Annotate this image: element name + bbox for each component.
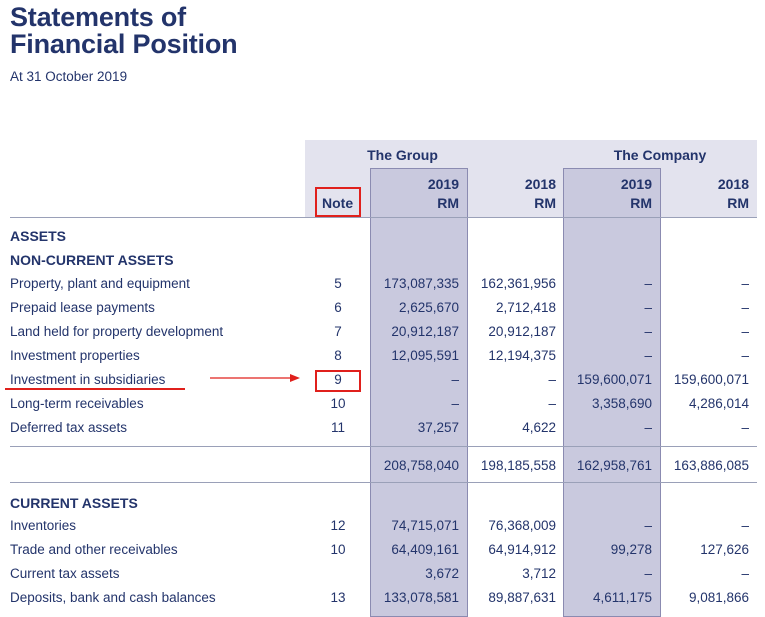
table-row (0, 396, 765, 420)
row-note: 10 (330, 396, 346, 411)
row-label: Trade and other receivables (10, 542, 178, 557)
cell-group-2018: 12,194,375 (488, 348, 556, 363)
cell-company-2018: – (741, 300, 749, 315)
row-note: 5 (334, 276, 342, 291)
cell-company-2018: – (741, 324, 749, 339)
cell-group-2019: 37,257 (417, 420, 459, 435)
row-label: Property, plant and equipment (10, 276, 190, 291)
cell-group-2018: – (548, 372, 556, 387)
row-note: 7 (334, 324, 342, 339)
group-header: The Group (367, 147, 438, 163)
cell-company-2018: – (741, 276, 749, 291)
cell-company-2018: – (741, 518, 749, 533)
cell-group-2019: 3,672 (425, 566, 459, 581)
row-note: 11 (330, 420, 345, 435)
row-note: 13 (330, 590, 346, 605)
cell-group-2019: – (451, 396, 459, 411)
note-column-header: Note (322, 195, 354, 211)
currency-label: RM (727, 195, 749, 211)
note-9-highlight-box (315, 370, 361, 392)
cell-group-2018: 89,887,631 (488, 590, 556, 605)
total-group-2019: 208,758,040 (383, 458, 459, 473)
cell-company-2019: 159,600,071 (576, 372, 652, 387)
cell-group-2018: 76,368,009 (488, 518, 556, 533)
cell-company-2019: – (644, 420, 652, 435)
cell-company-2018: – (741, 566, 749, 581)
cell-company-2019: 4,611,175 (592, 590, 652, 605)
table-row (0, 372, 765, 396)
year-header-company-2018 (718, 175, 749, 213)
cell-group-2018: – (548, 396, 556, 411)
cell-company-2019: 99,278 (610, 542, 652, 557)
subtotal-row (0, 458, 765, 482)
title-line-2: Financial Position (10, 29, 238, 59)
table-row (0, 542, 765, 566)
cell-company-2019: – (644, 276, 652, 291)
cell-company-2019: – (644, 324, 652, 339)
total-group-2018: 198,185,558 (480, 458, 556, 473)
section-assets: ASSETS (10, 228, 67, 244)
cell-group-2019: 133,078,581 (383, 590, 459, 605)
cell-group-2018: 64,914,912 (488, 542, 556, 557)
cell-company-2018: 4,286,014 (688, 396, 749, 411)
cell-company-2019: – (644, 518, 652, 533)
cell-company-2019: 3,358,690 (591, 396, 652, 411)
cell-group-2018: 4,622 (522, 420, 556, 435)
cell-group-2019: 20,912,187 (391, 324, 459, 339)
row-label: Current tax assets (10, 566, 120, 581)
cell-group-2018: 20,912,187 (488, 324, 556, 339)
cell-company-2019: – (644, 348, 652, 363)
subsidiaries-underline-annotation (5, 388, 185, 390)
subtotal-divider-top (10, 446, 757, 447)
cell-company-2018: 9,081,866 (688, 590, 749, 605)
row-note: 8 (334, 348, 342, 363)
note-header-highlight-box (315, 187, 361, 217)
year-header-group-2018 (525, 175, 556, 213)
page-title (10, 4, 237, 58)
year-label: 2019 (427, 176, 459, 192)
total-company-2019: 162,958,761 (576, 458, 652, 473)
row-note: 9 (334, 372, 342, 387)
table-row (0, 518, 765, 542)
cell-group-2018: 162,361,956 (480, 276, 556, 291)
cell-company-2019: – (644, 566, 652, 581)
row-label: Investment in subsidiaries (10, 372, 166, 387)
currency-label: RM (630, 195, 652, 211)
cell-group-2019: – (451, 372, 459, 387)
year-header-company-2019 (621, 175, 652, 213)
row-label: Deposits, bank and cash balances (10, 590, 216, 605)
row-label: Deferred tax assets (10, 420, 128, 435)
title-line-1: Statements of (10, 2, 186, 32)
cell-group-2019: 64,409,161 (391, 542, 459, 557)
arrow-right-icon (210, 372, 300, 384)
cell-group-2019: 12,095,591 (391, 348, 459, 363)
row-label: Inventories (10, 518, 77, 533)
table-row (0, 590, 765, 614)
cell-group-2019: 74,715,071 (391, 518, 459, 533)
table-row (0, 324, 765, 348)
company-header: The Company (613, 147, 707, 163)
row-note: 6 (334, 300, 342, 315)
cell-company-2018: 127,626 (700, 542, 749, 557)
cell-group-2019: 173,087,335 (383, 276, 459, 291)
cell-company-2019: – (644, 300, 652, 315)
row-note: 10 (330, 542, 346, 557)
row-label: Long-term receivables (10, 396, 144, 411)
cell-group-2018: 2,712,418 (495, 300, 556, 315)
table-row (0, 348, 765, 372)
section-non-current-assets: NON-CURRENT ASSETS (10, 252, 174, 268)
cell-company-2018: 159,600,071 (673, 372, 749, 387)
row-label: Investment properties (10, 348, 140, 363)
row-label: Prepaid lease payments (10, 300, 155, 315)
cell-group-2019: 2,625,670 (398, 300, 459, 315)
currency-label: RM (534, 195, 556, 211)
statement-date: At 31 October 2019 (10, 69, 128, 84)
table-row (0, 420, 765, 444)
subtotal-divider-bottom (10, 482, 757, 483)
row-label: Land held for property development (10, 324, 224, 339)
year-label: 2018 (717, 176, 749, 192)
total-company-2018: 163,886,085 (673, 458, 749, 473)
cell-company-2018: – (741, 420, 749, 435)
section-current-assets: CURRENT ASSETS (10, 495, 138, 511)
row-note: 12 (330, 518, 346, 533)
year-label: 2018 (524, 176, 556, 192)
table-row (0, 566, 765, 590)
header-divider (10, 217, 757, 218)
year-header-group-2019 (428, 175, 459, 213)
cell-group-2018: 3,712 (522, 566, 556, 581)
cell-company-2018: – (741, 348, 749, 363)
year-label: 2019 (620, 176, 652, 192)
table-row (0, 300, 765, 324)
table-row (0, 276, 765, 300)
currency-label: RM (437, 195, 459, 211)
